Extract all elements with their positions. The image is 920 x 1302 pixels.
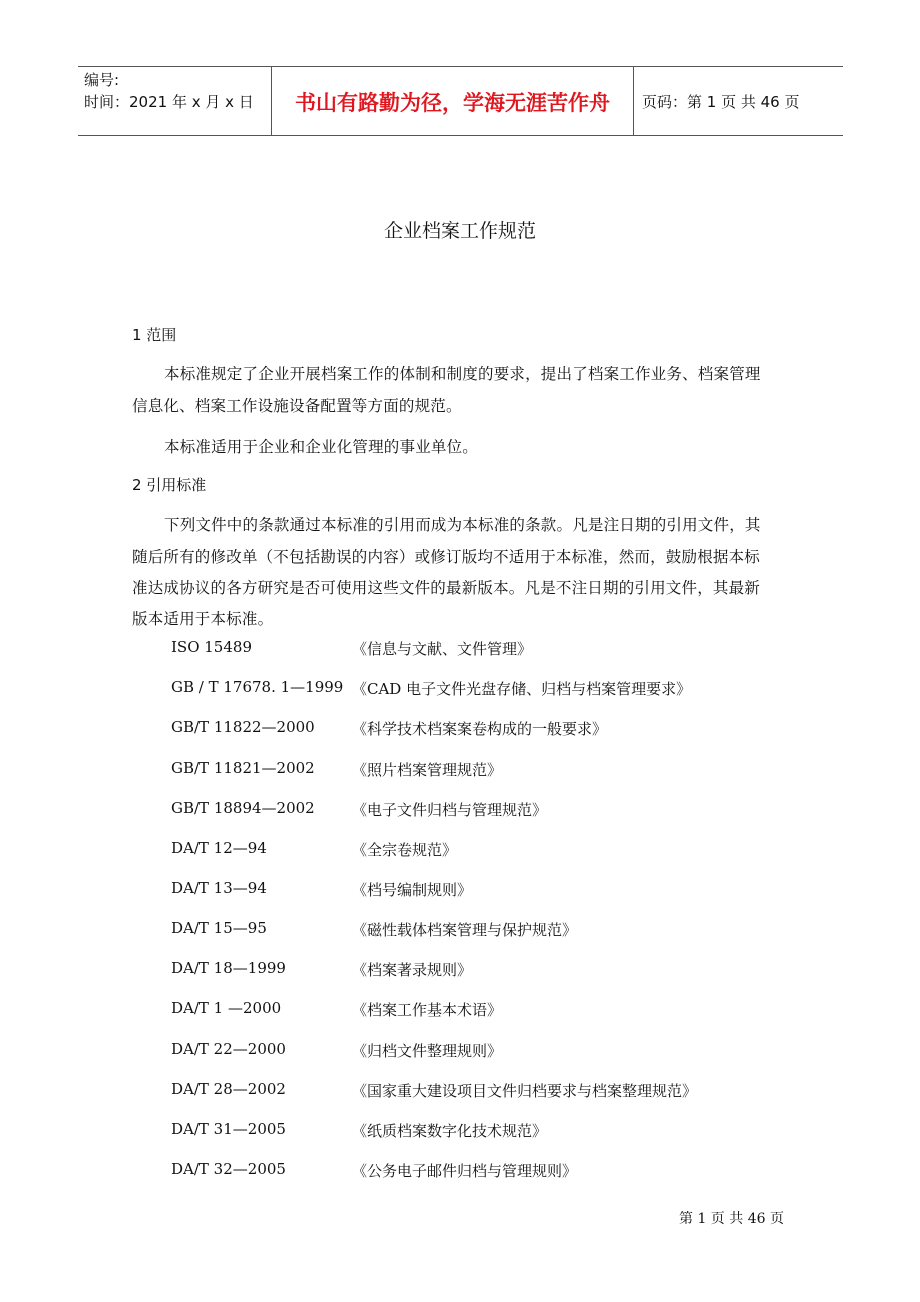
reference-title: 《全宗卷规范》 bbox=[352, 841, 458, 859]
reference-item bbox=[0, 718, 920, 740]
reference-item bbox=[0, 919, 920, 941]
header-motto: 书山有路勤为径，学海无涯苦作舟 bbox=[295, 91, 610, 115]
reference-title: 《磁性载体档案管理与保护规范》 bbox=[352, 921, 578, 939]
header-page-info: 页码：第 1 页 共 46 页 bbox=[642, 93, 800, 111]
references-paragraph-line: 下列文件中的条款通过本标准的引用而成为本标准的条款。凡是注日期的引用文件，其 bbox=[164, 516, 761, 534]
reference-code: GB/T 11822—2000 bbox=[171, 718, 315, 736]
reference-item bbox=[0, 879, 920, 901]
time-label: 时间：2021 年 x 月 x 日 bbox=[84, 93, 254, 111]
reference-title: 《信息与文献、文件管理》 bbox=[352, 640, 533, 658]
reference-code: DA/T 13—94 bbox=[171, 879, 267, 897]
reference-title: 《CAD 电子文件光盘存储、归档与档案管理要求》 bbox=[352, 680, 692, 698]
reference-item bbox=[0, 638, 920, 660]
reference-code: GB/T 11821—2002 bbox=[171, 759, 315, 777]
reference-code: GB/T 18894—2002 bbox=[171, 799, 315, 817]
references-paragraph-line: 准达成协议的各方研究是否可使用这些文件的最新版本。凡是不注日期的引用文件，其最新 bbox=[132, 579, 761, 597]
reference-code: DA/T 22—2000 bbox=[171, 1040, 286, 1058]
reference-code: GB / T 17678. 1—1999 bbox=[171, 678, 344, 696]
reference-title: 《国家重大建设项目文件归档要求与档案整理规范》 bbox=[352, 1082, 698, 1100]
reference-code: DA/T 32—2005 bbox=[171, 1160, 286, 1178]
references-paragraph-line: 版本适用于本标准。 bbox=[132, 610, 274, 628]
scope-paragraph-line: 本标准规定了企业开展档案工作的体制和制度的要求，提出了档案工作业务、档案管理 bbox=[164, 365, 761, 383]
reference-item bbox=[0, 1160, 920, 1182]
reference-code: DA/T 15—95 bbox=[171, 919, 267, 937]
page-footer: 第 1 页 共 46 页 bbox=[679, 1211, 784, 1227]
reference-item bbox=[0, 759, 920, 781]
reference-item bbox=[0, 1080, 920, 1102]
reference-item bbox=[0, 999, 920, 1021]
header-page-cell bbox=[634, 67, 843, 135]
reference-code: DA/T 31—2005 bbox=[171, 1120, 286, 1138]
reference-title: 《纸质档案数字化技术规范》 bbox=[352, 1122, 548, 1140]
document-title: 企业档案工作规范 bbox=[383, 220, 536, 242]
references-paragraph-line: 随后所有的修改单（不包括勘误的内容）或修订版均不适用于本标准，然而，鼓励根据本标 bbox=[132, 548, 761, 566]
scope-paragraph-line: 信息化、档案工作设施设备配置等方面的规范。 bbox=[132, 397, 462, 415]
reference-code: DA/T 1 —2000 bbox=[171, 999, 282, 1017]
section-heading-scope: 1 范围 bbox=[132, 326, 177, 344]
serial-number-label: 编号: bbox=[84, 71, 120, 89]
reference-item bbox=[0, 1120, 920, 1142]
reference-item bbox=[0, 799, 920, 821]
reference-code: ISO 15489 bbox=[171, 638, 252, 656]
reference-code: DA/T 28—2002 bbox=[171, 1080, 286, 1098]
reference-title: 《档号编制规则》 bbox=[352, 881, 473, 899]
header-meta-cell bbox=[78, 67, 272, 135]
reference-code: DA/T 12—94 bbox=[171, 839, 267, 857]
reference-title: 《电子文件归档与管理规范》 bbox=[352, 801, 548, 819]
scope-applicability-line: 本标准适用于企业和企业化管理的事业单位。 bbox=[164, 438, 479, 456]
section-heading-references: 2 引用标准 bbox=[132, 476, 207, 494]
reference-item bbox=[0, 678, 920, 700]
reference-title: 《归档文件整理规则》 bbox=[352, 1042, 503, 1060]
page-header bbox=[78, 66, 843, 136]
reference-item bbox=[0, 1040, 920, 1062]
reference-item bbox=[0, 839, 920, 861]
header-motto-cell bbox=[272, 67, 634, 135]
reference-title: 《公务电子邮件归档与管理规则》 bbox=[352, 1162, 578, 1180]
reference-title: 《科学技术档案案卷构成的一般要求》 bbox=[352, 720, 608, 738]
reference-code: DA/T 18—1999 bbox=[171, 959, 286, 977]
reference-title: 《档案著录规则》 bbox=[352, 961, 473, 979]
reference-title: 《照片档案管理规范》 bbox=[352, 761, 503, 779]
reference-item bbox=[0, 959, 920, 981]
reference-title: 《档案工作基本术语》 bbox=[352, 1001, 503, 1019]
